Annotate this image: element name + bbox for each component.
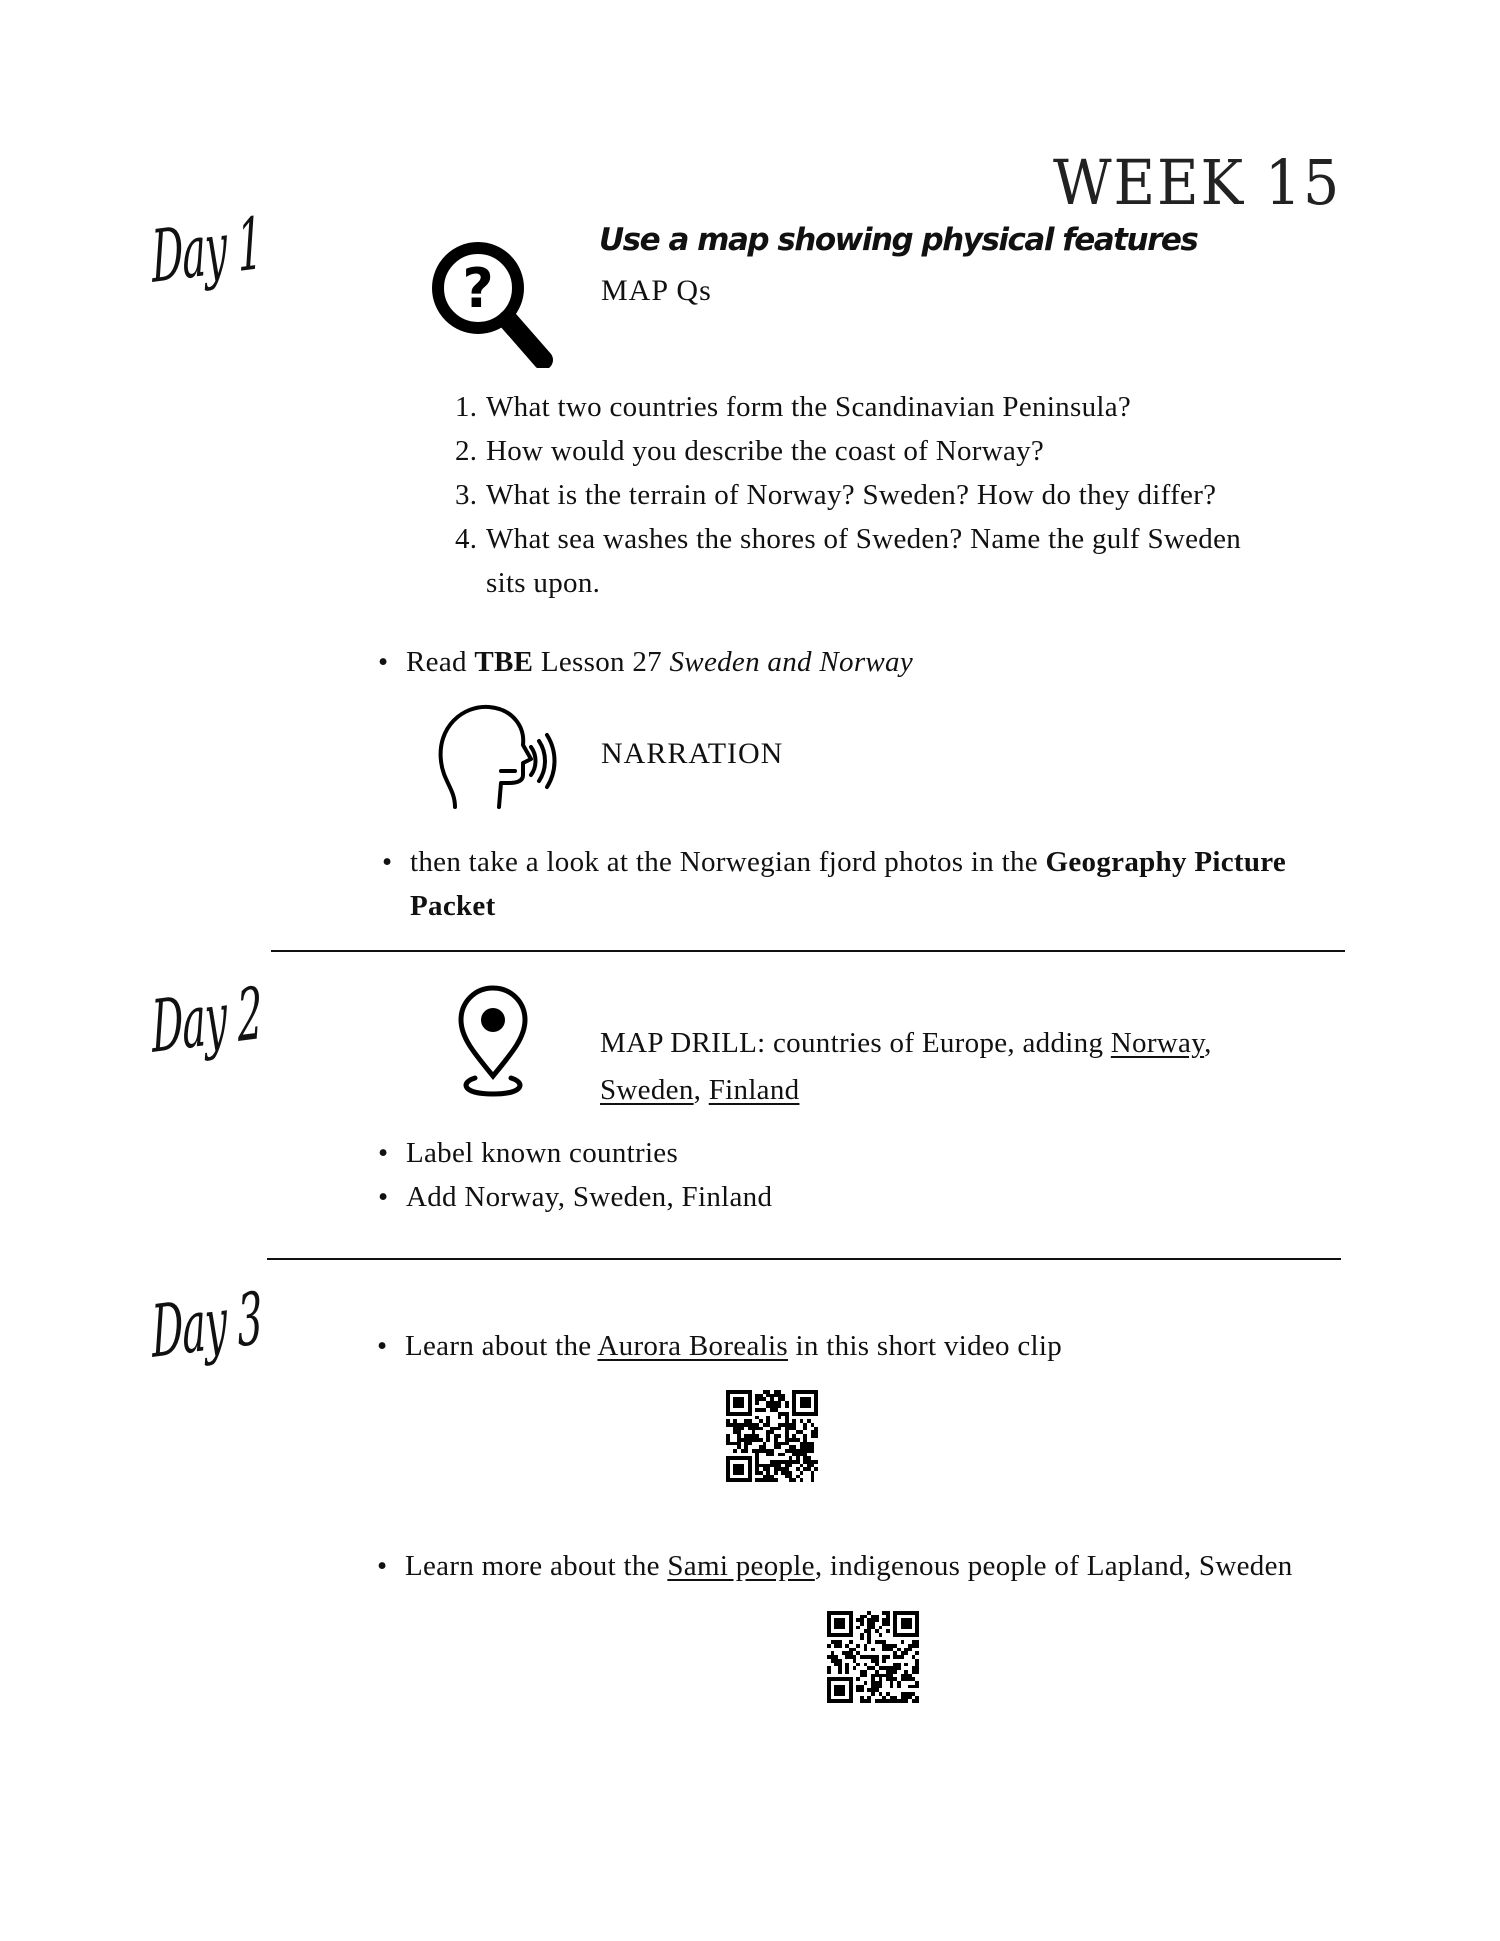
question-item (455, 385, 1355, 429)
sweden-link[interactable]: Sweden (600, 1074, 694, 1106)
read-lesson-item (378, 640, 914, 684)
divider (267, 1258, 1341, 1260)
bullet: • (377, 1330, 388, 1362)
aurora-qr-code[interactable] (726, 1390, 818, 1482)
question-number: 2. (455, 435, 478, 467)
bullet: • (378, 646, 389, 678)
lesson-title: Sweden and Norway (669, 646, 914, 678)
text: Lesson 27 (533, 646, 670, 678)
question-number: 1. (455, 391, 478, 423)
speaking-head-icon (433, 697, 557, 813)
narration-label: NARRATION (601, 737, 784, 770)
question-item (455, 473, 1355, 517)
text: MAP DRILL: countries of Europe, adding (600, 1027, 1111, 1059)
week-title: WEEK 15 (1052, 146, 1341, 219)
text: , (693, 1074, 709, 1106)
fjord-photos-item (382, 840, 1310, 928)
aurora-item (377, 1324, 1063, 1368)
text: , (1204, 1027, 1212, 1059)
norway-link[interactable]: Norway (1110, 1027, 1205, 1059)
map-instruction-heading: Use a map showing physical features (599, 222, 1198, 258)
question-item (455, 517, 1286, 605)
bullet: • (377, 1550, 388, 1582)
question-text: What is the terrain of Norway? Sweden? How do they differ? (486, 479, 1217, 511)
text: then take a look at the Norwegian fjord photos in the (410, 846, 1046, 878)
question-number: 4. (455, 523, 478, 555)
day-2-label: Day 2 (150, 971, 263, 1069)
location-pin-icon (455, 984, 531, 1100)
bullet: • (378, 1181, 389, 1213)
question-text: What two countries form the Scandinavian Peninsula? (486, 391, 1132, 423)
day-3-label: Day 3 (150, 1276, 263, 1374)
sami-people-link[interactable]: Sami people (667, 1550, 815, 1582)
text: in this short video clip (787, 1330, 1063, 1362)
map-drill-text (600, 1020, 1380, 1114)
day-1-label: Day 1 (150, 201, 263, 299)
text: Read (406, 646, 475, 678)
map-questions-list (455, 385, 1355, 605)
picture-packet-bold: Geography Picture Packet (410, 846, 1287, 922)
list-item (378, 1175, 773, 1219)
bullet: • (378, 1137, 389, 1169)
qr-module (915, 1699, 919, 1703)
day2-bullet-list (378, 1131, 773, 1219)
sami-qr-code[interactable] (827, 1611, 919, 1703)
text: , indigenous people of Lapland, Sweden (814, 1550, 1293, 1582)
question-item (455, 429, 1355, 473)
tbe-bold: TBE (474, 646, 534, 678)
question-text: What sea washes the shores of Sweden? Name the gulf Sweden sits upon. (486, 523, 1242, 599)
text: Learn about the (405, 1330, 598, 1362)
question-text: How would you describe the coast of Norway? (486, 435, 1045, 467)
question-number: 3. (455, 479, 478, 511)
bullet: • (382, 846, 393, 878)
map-qs-label: MAP Qs (601, 274, 712, 307)
aurora-borealis-link[interactable]: Aurora Borealis (597, 1330, 788, 1362)
qr-module (814, 1478, 818, 1482)
list-item (378, 1131, 772, 1175)
text: Learn more about the (405, 1550, 668, 1582)
text: Add Norway, Sweden, Finland (406, 1181, 773, 1213)
sami-item (377, 1544, 1325, 1588)
finland-link[interactable]: Finland (708, 1074, 800, 1106)
svg-text:?: ? (462, 257, 494, 320)
text: Label known countries (406, 1137, 679, 1169)
question-magnifier-icon (428, 240, 556, 368)
divider (271, 950, 1345, 952)
